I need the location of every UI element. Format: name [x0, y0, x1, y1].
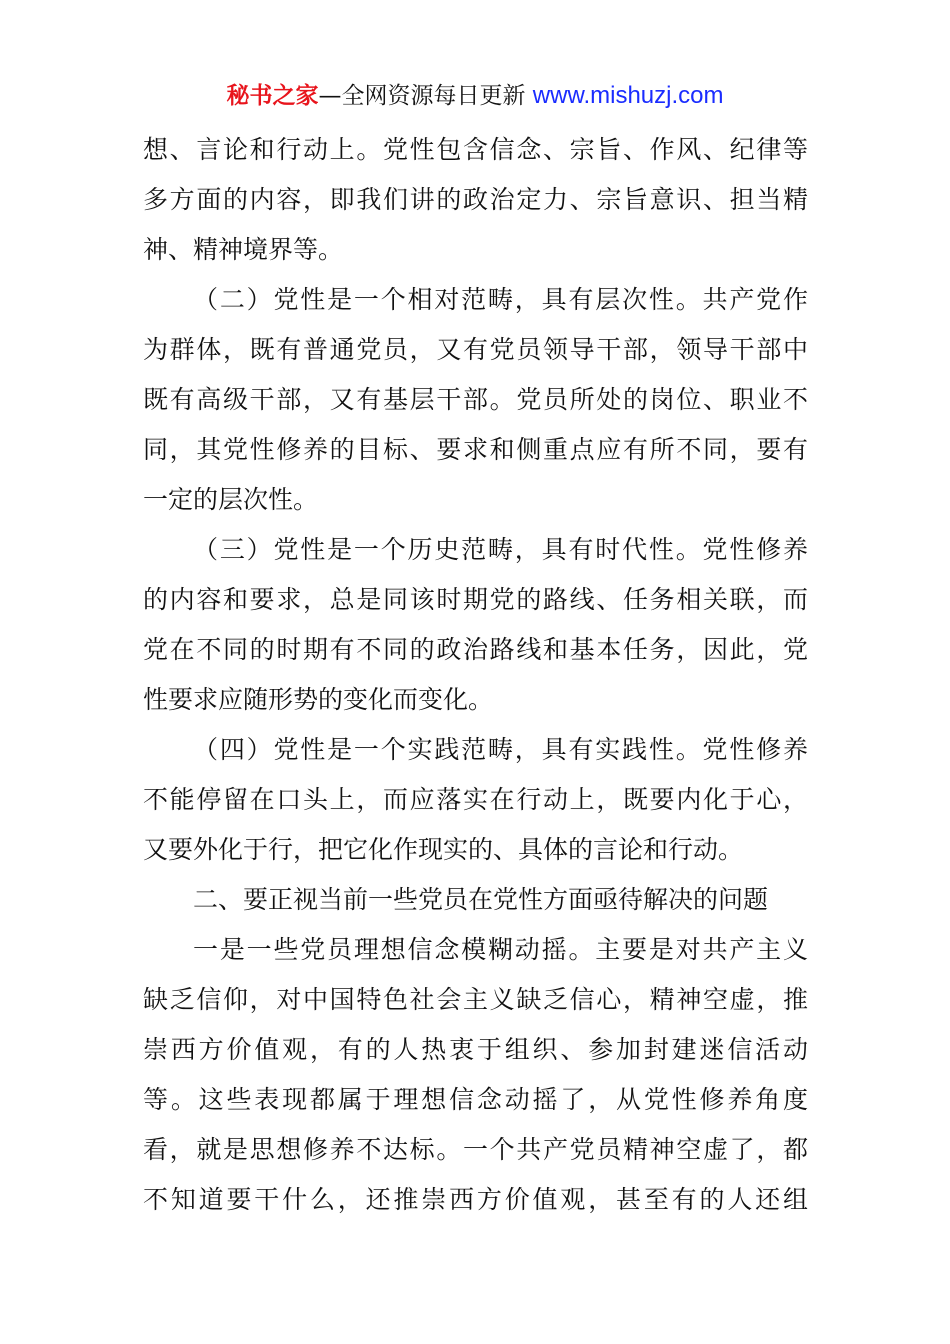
- text-line: 的内容和要求，总是同该时期党的路线、任务相关联，而: [143, 585, 808, 614]
- page-header: [0, 80, 950, 112]
- text-line: 神、精神境界等。: [143, 235, 344, 264]
- text-line: 等。这些表现都属于理想信念动摇了，从党性修养角度: [143, 1085, 808, 1114]
- section-heading: 二、要正视当前一些党员在党性方面亟待解决的问题: [193, 885, 769, 914]
- text-line: 性要求应随形势的变化而变化。: [143, 685, 494, 714]
- site-url-link[interactable]: www.mishuzj.com: [532, 82, 724, 109]
- text-line: 一定的层次性。: [143, 485, 319, 514]
- text-line: 一是一些党员理想信念模糊动摇。主要是对共产主义: [193, 935, 808, 964]
- header-tagline: —全网资源每日更新: [318, 83, 533, 109]
- text-line: 想、言论和行动上。党性包含信念、宗旨、作风、纪律等: [143, 135, 808, 164]
- brand-name: 秘书之家: [226, 83, 319, 109]
- text-line: 多方面的内容，即我们讲的政治定力、宗旨意识、担当精: [143, 185, 808, 214]
- text-line: 既有高级干部，又有基层干部。党员所处的岗位、职业不: [143, 385, 808, 414]
- text-line: 又要外化于行，把它化作现实的、具体的言论和行动。: [143, 835, 744, 864]
- text-line: （二）党性是一个相对范畴，具有层次性。共产党作: [193, 285, 808, 314]
- text-line: 为群体，既有普通党员，又有党员领导干部，领导干部中: [143, 335, 808, 364]
- text-line: （四）党性是一个实践范畴，具有实践性。党性修养: [193, 735, 808, 764]
- text-line: 党在不同的时期有不同的政治路线和基本任务，因此，党: [143, 635, 808, 664]
- document-body: [143, 125, 808, 1225]
- text-line: 不能停留在口头上，而应落实在行动上，既要内化于心，: [143, 785, 808, 814]
- text-line: 不知道要干什么，还推崇西方价值观，甚至有的人还组: [143, 1185, 808, 1214]
- text-line: 看，就是思想修养不达标。一个共产党员精神空虚了，都: [143, 1135, 808, 1164]
- text-line: （三）党性是一个历史范畴，具有时代性。党性修养: [193, 535, 808, 564]
- text-line: 缺乏信仰，对中国特色社会主义缺乏信心，精神空虚，推: [143, 985, 808, 1014]
- text-line: 同，其党性修养的目标、要求和侧重点应有所不同，要有: [143, 435, 808, 464]
- text-line: 崇西方价值观，有的人热衷于组织、参加封建迷信活动: [143, 1035, 808, 1064]
